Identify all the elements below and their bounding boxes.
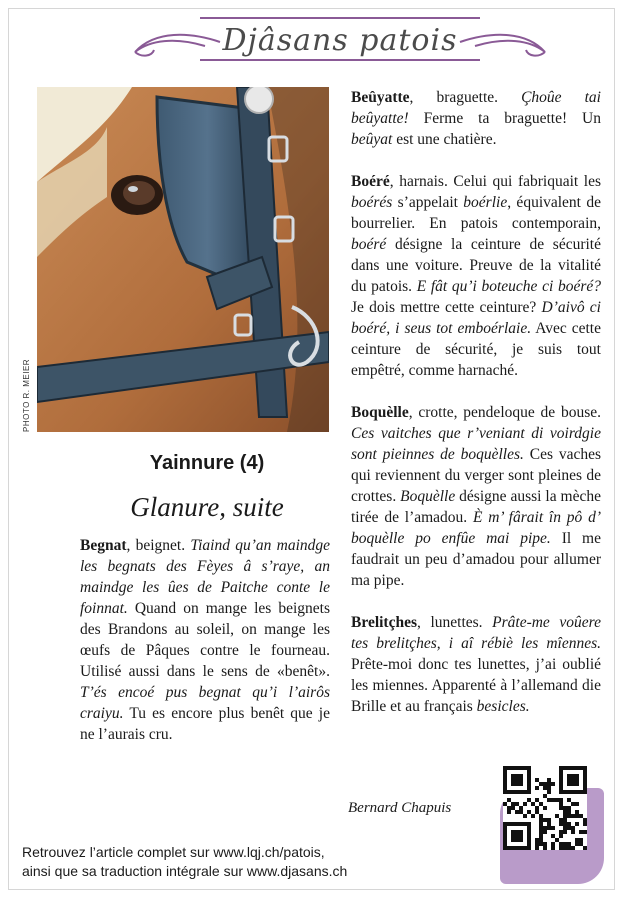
header-banner <box>130 12 550 72</box>
article-topic: Yainnure (4) <box>149 452 265 474</box>
right-column <box>351 87 601 738</box>
photo-credit: PHOTO R. MEIER <box>22 358 31 432</box>
qr-code-icon[interactable] <box>503 766 587 850</box>
glossary-entry: Beûyatte, braguette. Çhoûe tai beûyatte! Ferme ta braguette! Un beûyat est une chatière. <box>351 89 601 148</box>
footer-line-1: Retrouvez l’article complet sur www.lqj.ch/patois, <box>22 844 325 860</box>
author-signature: Bernard Chapuis <box>348 800 452 816</box>
article-subtitle: Glanure, suite <box>130 492 284 522</box>
footer-note <box>22 843 347 881</box>
glossary-entry: Brelitçhes, lunettes. Prâte-me voûere tes brelitçhes, i aî rébiè les mîennes. Prête-moi donc tes lunettes, j’ai oublié les miennes. Apparenté à l’allemand die Brille et au français besicles. <box>351 614 601 715</box>
glossary-entry: Boquèlle, crotte, pendeloque de bouse. Ces vaitches que r’veniant di voirdgie sont pieinnes de boquèlles. Ces vaches qui reviennent du verger sont pleines de crottes. Boquèlle désigne aussi la mèche tirée de l’amadou. È m’ fârait în pô d’ boquèlle po enfûe mai pipe. Il me faudrait un peu d’amadou pour allumer ma pipe. <box>351 404 601 589</box>
header-title: Djâsans patois <box>222 23 458 58</box>
footer-line-2: ainsi que sa traduction intégrale sur www.djasans.ch <box>22 863 348 879</box>
glossary-entry: Boéré, harnais. Celui qui fabriquait les boérés s’appelait boérlie, équivalent de bourrelier. En patois contemporain, boéré désigne la ceinture de sécurité dans une voiture. Preuve de la vitalité du patois. E fât qu’i boteuche ci boéré? Je dois mettre cette ceinture? D’aivô ci boéré, i seus tot emboérlaie. Avec cette ceinture de sécurité, je suis tout empêtré, comme harnaché. <box>351 173 601 379</box>
glossary-entry: Begnat, beignet. Tiaind qu’an maindge les begnats des Fèyes â s’raye, an maindge les ûes de Paitche conte le foinnat. Quand on mange les beignets des Brandons au soleil, on mange les œufs de Pâques contre le fourneau. Utilisé aussi dans le sens de «benêt». T’és encoé pus begnat qu’i l’airôs craiyu. Tu es encore plus benêt que je ne l’aurais cru. <box>80 537 331 743</box>
horse-photo <box>37 87 329 432</box>
left-column <box>80 535 330 766</box>
